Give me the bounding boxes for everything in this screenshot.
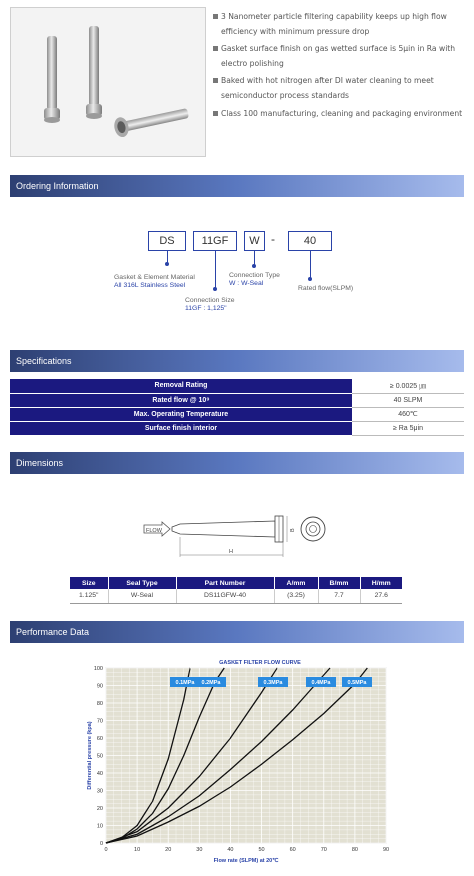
series-label: 0.4MPa <box>311 680 331 686</box>
spec-key: Surface finish interior <box>10 421 352 435</box>
table-row <box>10 407 464 421</box>
spec-value: 40 SLPM <box>352 393 464 407</box>
square-bullet-icon <box>213 78 218 83</box>
section-header-ordering: Ordering Information <box>10 175 464 197</box>
table-cell: 27.6 <box>360 589 402 603</box>
feature-item: Gasket surface finish on gas wetted surface is 5μin in Ra with electro polishing <box>213 42 471 71</box>
b-dimension-label: B <box>290 528 296 532</box>
gasket-material-label: Gasket & Element Material All 316L Stainless Steel <box>114 274 195 289</box>
column-header: B/mm <box>318 577 360 589</box>
spec-key: Max. Operating Temperature <box>10 407 352 421</box>
h-dimension-label: H <box>229 549 233 555</box>
specifications-table <box>10 379 464 436</box>
product-photo <box>10 7 206 157</box>
connector-dot <box>213 287 217 291</box>
code-box-series: DS <box>148 231 186 251</box>
rated-flow-label: Rated flow(SLPM) <box>298 285 354 292</box>
table-row <box>10 393 464 407</box>
connector-dot <box>308 277 312 281</box>
x-tick-label: 80 <box>351 847 358 853</box>
flow-curve-chart <box>80 654 400 869</box>
feature-item: 3 Nanometer particle filtering capability keeps up high flow efficiency with minimum pressure drop <box>213 10 471 39</box>
y-tick-label: 100 <box>93 666 103 672</box>
section-header-dimensions: Dimensions <box>10 452 464 474</box>
y-tick-label: 70 <box>96 718 103 725</box>
square-bullet-icon <box>213 46 218 51</box>
spec-value: ≥ 0.0025 ㎛ <box>352 379 464 393</box>
connector-line <box>310 251 311 279</box>
code-dash: - <box>271 232 275 246</box>
y-tick-label: 90 <box>96 683 103 690</box>
spec-value: 460℃ <box>352 407 464 421</box>
table-cell: 7.7 <box>318 589 360 603</box>
column-header: Seal Type <box>108 577 176 589</box>
square-bullet-icon <box>213 111 218 116</box>
table-cell: W-Seal <box>108 589 176 603</box>
series-label: 0.5MPa <box>347 680 367 686</box>
y-axis-label: Differential pressure (kpa) <box>87 721 93 790</box>
connector-dot <box>165 262 169 266</box>
spec-value: ≥ Ra 5μin <box>352 421 464 435</box>
y-tick-label: 20 <box>96 806 103 812</box>
column-header: A/mm <box>274 577 318 589</box>
x-axis-label: Flow rate (SLPM) at 20℃ <box>213 858 279 864</box>
y-tick-label: 60 <box>96 736 103 742</box>
x-tick-label: 90 <box>382 847 390 853</box>
series-label: 0.2MPa <box>201 680 221 686</box>
x-tick-label: 70 <box>320 847 327 853</box>
y-tick-label: 50 <box>96 753 103 760</box>
feature-item: Class 100 manufacturing, cleaning and packaging environment <box>213 107 471 122</box>
section-header-specifications: Specifications <box>10 350 464 372</box>
spec-key: Rated flow @ 10⁹ <box>10 393 352 407</box>
dimension-drawing <box>140 505 340 565</box>
x-tick-label: 40 <box>227 847 234 853</box>
code-box-size: 11GF <box>193 231 237 251</box>
series-label: 0.3MPa <box>263 680 283 686</box>
feature-item: Baked with hot nitrogen after DI water cleaning to meet semiconductor process standards <box>213 74 471 103</box>
x-tick-label: 50 <box>258 847 265 853</box>
chart-title: GASKET FILTER FLOW CURVE <box>219 660 301 666</box>
section-header-performance: Performance Data <box>10 621 464 643</box>
series-label: 0.1MPa <box>175 680 195 686</box>
table-row <box>70 589 402 603</box>
connector-line <box>215 251 216 289</box>
y-tick-label: 0 <box>99 841 103 847</box>
y-tick-label: 30 <box>96 788 103 795</box>
connection-type-label: Connection Type W : W-Seal <box>229 272 280 287</box>
table-row <box>10 421 464 435</box>
y-tick-label: 40 <box>96 771 103 777</box>
square-bullet-icon <box>213 14 218 19</box>
flow-label: FLOW <box>146 528 162 534</box>
filter-illustration <box>11 8 206 157</box>
connection-size-label: Connection Size 11GF : 1,125" <box>185 297 235 312</box>
column-header: Size <box>70 577 108 589</box>
connector-dot <box>252 264 256 268</box>
feature-list <box>213 10 471 124</box>
table-cell: DS11GFW-40 <box>176 589 274 603</box>
code-box-type: W <box>244 231 265 251</box>
code-box-flow: 40 <box>288 231 332 251</box>
table-header-row <box>70 577 402 589</box>
x-tick-label: 20 <box>165 847 172 853</box>
table-row <box>10 379 464 393</box>
y-tick-label: 10 <box>96 823 103 830</box>
x-tick-label: 0 <box>104 847 108 853</box>
column-header: H/mm <box>360 577 402 589</box>
x-tick-label: 30 <box>196 847 203 853</box>
y-tick-label: 80 <box>96 701 103 707</box>
x-tick-label: 10 <box>134 847 141 853</box>
table-cell: (3.25) <box>274 589 318 603</box>
table-cell: 1.125" <box>70 589 108 603</box>
dimensions-table <box>70 577 402 604</box>
spec-key: Removal Rating <box>10 379 352 393</box>
column-header: Part Number <box>176 577 274 589</box>
x-tick-label: 60 <box>289 847 296 853</box>
